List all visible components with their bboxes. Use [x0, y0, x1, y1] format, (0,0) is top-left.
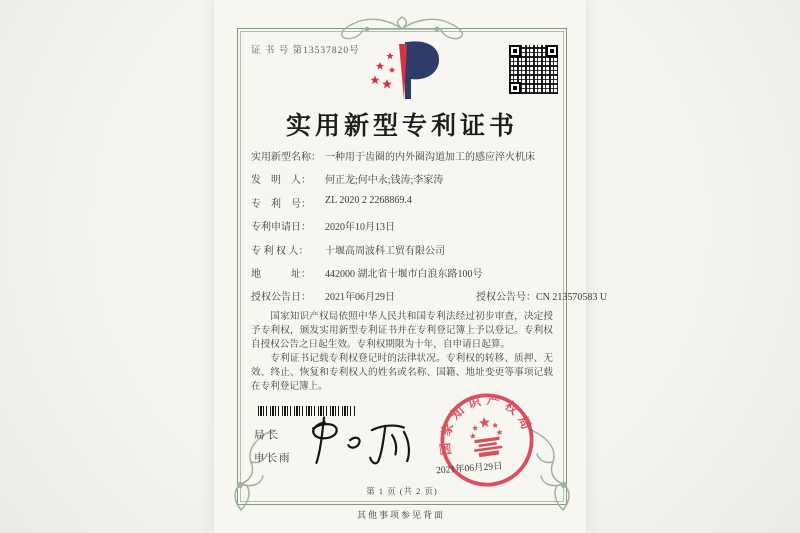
qr-finder-icon [546, 45, 558, 57]
qr-finder-icon [509, 82, 521, 94]
national-emblem-icon [467, 415, 505, 458]
field-value: 何正龙;何中永;钱涛;李家涛 [325, 175, 444, 187]
page-number: 第 1 页 (共 2 页) [366, 486, 438, 496]
field-value: 442000 湖北省十堰市白浪东路100号 [325, 268, 483, 280]
field-label: 专利申请日： [251, 222, 311, 234]
field-value: 一种用于齿圈的内外圈沟道加工的感应淬火机床 [325, 152, 535, 163]
legal-text [251, 310, 553, 394]
field-value: 2021年06月29日 [325, 292, 395, 304]
qr-finder-icon [509, 45, 521, 57]
director-name: 申长雨 [254, 453, 292, 464]
seal-text: 国家知识产权局 [437, 392, 536, 456]
back-side-note: 其他事项参见背面 [356, 510, 445, 520]
cnipa-seal [433, 386, 541, 494]
director-signature [298, 411, 424, 471]
certificate-border-frame [237, 28, 608, 505]
certificate-number: 证 书 号 第13537820号 [251, 46, 360, 56]
field-value: CN 213570583 U [536, 292, 608, 304]
field-grant-date-and-number [251, 288, 608, 311]
field-patent-number [251, 195, 553, 218]
field-utility-model-name [251, 148, 553, 171]
cnipa-logo-icon [368, 39, 444, 103]
field-patentee [251, 242, 553, 265]
legal-paragraph-2: 专利证书记载专利权登记时的法律状况。专利权的转移、质押、无效、终止、恢复和专利权人的姓名或名称、国籍、地址变更等事项记载在专利登记簿上。 [251, 353, 553, 392]
field-label: 授权公告日： [251, 292, 311, 304]
field-label: 地 址： [251, 268, 311, 280]
certificate-fields [251, 148, 608, 312]
field-label: 发 明 人： [251, 175, 311, 187]
field-inventors [251, 171, 553, 194]
director-title: 局长 [254, 430, 281, 441]
field-value: 2020年10月13日 [325, 222, 395, 234]
field-value: ZL 2020 2 2268869.4 [325, 194, 412, 206]
seal-date: 2021年06月29日 [435, 461, 503, 477]
certificate-title: 实用新型专利证书 [285, 113, 518, 140]
field-label: 专 利 号： [251, 198, 311, 210]
field-filing-date [251, 218, 553, 241]
field-value: 十堰高周波科工贸有限公司 [325, 245, 445, 257]
field-label: 专 利 权 人： [251, 245, 309, 257]
qr-code-icon [509, 45, 558, 94]
legal-paragraph-1: 国家知识产权局依照中华人民共和国专利法经过初步审查，决定授予专利权，颁发实用新型专利证书并在专利登记簿上予以登记。专利权自授权公告之日起生效。专利权期限为十年，自申请日起算。 [251, 311, 553, 350]
field-grant-number [476, 288, 607, 303]
field-label: 授权公告号： [476, 292, 536, 304]
field-address [251, 265, 553, 288]
field-label: 实用新型名称： [251, 152, 321, 163]
